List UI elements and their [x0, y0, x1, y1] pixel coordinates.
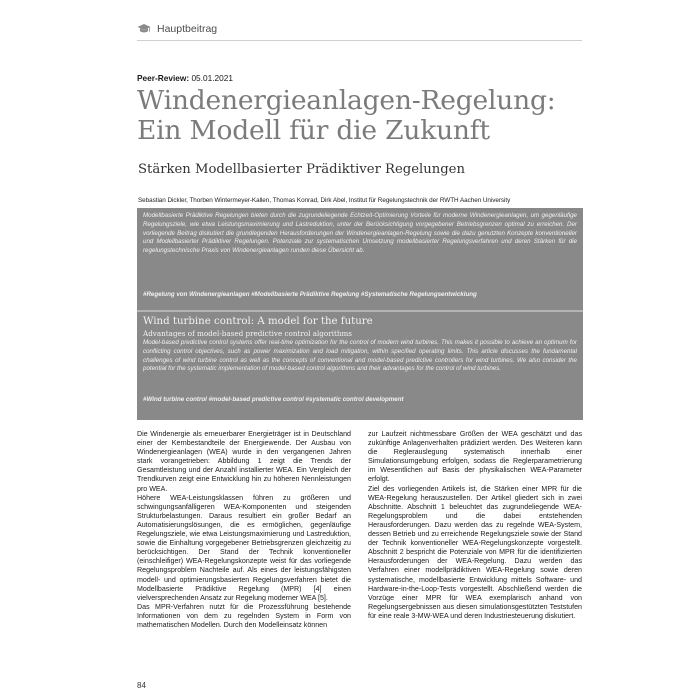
english-subtitle: Advantages of model-based predictive control algorithms — [143, 329, 352, 338]
graduation-cap-icon — [137, 23, 151, 35]
article-subtitle: Stärken Modellbasierter Prädiktiver Regelungen — [138, 162, 465, 177]
page-number: 84 — [137, 681, 146, 690]
body-column-right — [368, 430, 582, 621]
abstract-box — [137, 208, 583, 420]
article-title-line-1: Windenergieanlagen-Regelung: — [137, 85, 556, 116]
body-paragraph: zur Laufzeit nichtmessbare Größen der WEA geschätzt und das zukünftige Anlagenverhalten prädiziert werden. Des Weiteren kann die Reglerauslegung systematisch innerhalb einer Simulationsumgebung erfolgen, sodass die Reglerparametrierung im Wesentlichen auf Basis der physikalischen WEA-Parameter erfolgt. — [368, 430, 582, 484]
article-title — [137, 86, 582, 146]
header-label: Hauptbeitrag — [157, 23, 218, 35]
keywords-english: #Wind turbine control #model-based predictive control #systematic control development — [143, 396, 404, 403]
abstract-divider — [137, 310, 583, 312]
author-line: Sebastian Dickler, Thorben Wintermeyer-Kallen, Thomas Konrad, Dirk Abel, Institut für Regelungstechnik der RWTH Aachen University — [138, 197, 511, 204]
body-paragraph: Die Windenergie als erneuerbarer Energieträger ist in Deutschland einer der Kernbestandteile der Energiewende. Der Ausbau von Windenergieanlagen (WEA) wurde in den vergangenen Jahren stark vorangetrieben: Abbildung 1 zeigt die Trends der Gesamtleistung und der Anzahl installierter WEA. Ein Vergleich der Trendkurven zeigt eine Entwicklung hin zu höheren Nennleistungen pro WEA. — [137, 430, 351, 493]
body-paragraph: Ziel des vorliegenden Artikels ist, die Stärken einer MPR für die WEA-Regelung herauszustellen. Der Artikel gliedert sich in zwei Abschnitte. Abschnitt 1 beleuchtet das zugrundeliegende WEA-Regelungsproblem und die dabei entstehenden Herausforderungen. Dazu werden das zu regelnde WEA-System, dessen Betrieb und zu erreichende Regelungsziele sowie der Stand der Technik konventioneller WEA-Regelungskonzepte vorgestellt. Abschnitt 2 bespricht die Potenziale von MPR für die identifizierten Herausforderungen der WEA-Regelung. Dazu werden das Verfahren einer modellprädiktiven WEA-Regelung sowie deren systematische, modellbasierte Entwicklung mittels Software- und Hardware-in-the-Loop-Tests vorgestellt. Abschließend werden die Vorzüge einer MPR für WEA exemplarisch anhand von Regelungsergebnissen aus diesen simulationsgestützten Teststufen für eine reale 3-MW-WEA und deren Industriesteuerung diskutiert. — [368, 484, 582, 620]
abstract-german: Modellbasierte Prädiktive Regelungen bieten durch die zugrundeliegende Echtzeit-Optimierung Vorteile für moderne Windenergieanlagen, um gegenläufige Regelungsziele, wie etwa Leistungsmaximierung und Lastreduktion, unter der Berücksichtigung vorgegebener Betriebsgrenzen optimal zu erreichen. Der vorliegende Beitrag diskutiert die grundlegenden Herausforderungen der Windenergieanlagen-Regelung sowie die dazu genutzten Konzepte konventioneller und Modellbasierter Prädiktiver Regelungen. Potenziale zur systematischen Umsetzung modellbasierter Regelungsverfahren und deren Stärken für die regelungstechnische Praxis von Windenergieanlagen runden diese Übersicht ab. — [143, 212, 577, 255]
article-title-line-2: Ein Modell für die Zukunft — [137, 115, 490, 146]
peer-review-date: 05.01.2021 — [191, 73, 233, 83]
english-title: Wind turbine control: A model for the future — [143, 316, 373, 327]
header-divider — [137, 40, 582, 41]
keywords-german: #Regelung von Windenergieanlagen #Modellbasierte Prädiktive Regelung #Systematische Regelungsentwicklung — [143, 291, 477, 298]
abstract-english: Model-based predictive control systems offer real-time optimization for the control of modern wind turbines. This makes it possible to achieve an optimum for conflicting control objectives, such as power maximization and load mitigation, within specified operating limits. This article discusses the fundamental challenges of wind turbine control as well as the concepts of conventional and model-based predictive controllers for wind turbines. We also consider the potential for the systematic implementation of model-based control algorithms and their advantages for the control of wind turbines. — [143, 339, 577, 373]
peer-review-label: Peer-Review: — [137, 73, 190, 83]
body-paragraph: Das MPR-Verfahren nutzt für die Prozessführung bestehende Informationen von dem zu regelnden System in Form von mathematischen Modellen. Durch den Modelleinsatz können — [137, 602, 351, 629]
body-paragraph: Höhere WEA-Leistungsklassen führen zu größeren und schwingungsanfälligeren WEA-Komponenten und steigenden Strukturbelastungen. Daraus resultiert ein großer Bedarf an Automatisierungslösungen, die es ermöglichen, gegenläufige Regelungsziele, wie etwa Leistungsmaximierung und Lastreduktion, sowie die Einhaltung vorgegebener Betriebsgrenzen gleichzeitig zu berücksichtigen. Der Stand der Technik konventioneller (einschleifiger) WEA-Regelungskonzepte weist für das vorliegende Regelungsproblem Nachteile auf. Als eines der leistungsfähigsten modell- und optimierungsbasierten Regelungsverfahren bietet die Modellbasierte Prädiktive Regelung (MPR) [4] einen vielversprechenden Ansatz zur Regelung moderner WEA [5]. — [137, 493, 351, 602]
body-column-left — [137, 430, 351, 630]
peer-review-line — [137, 73, 233, 83]
section-header — [137, 22, 582, 36]
